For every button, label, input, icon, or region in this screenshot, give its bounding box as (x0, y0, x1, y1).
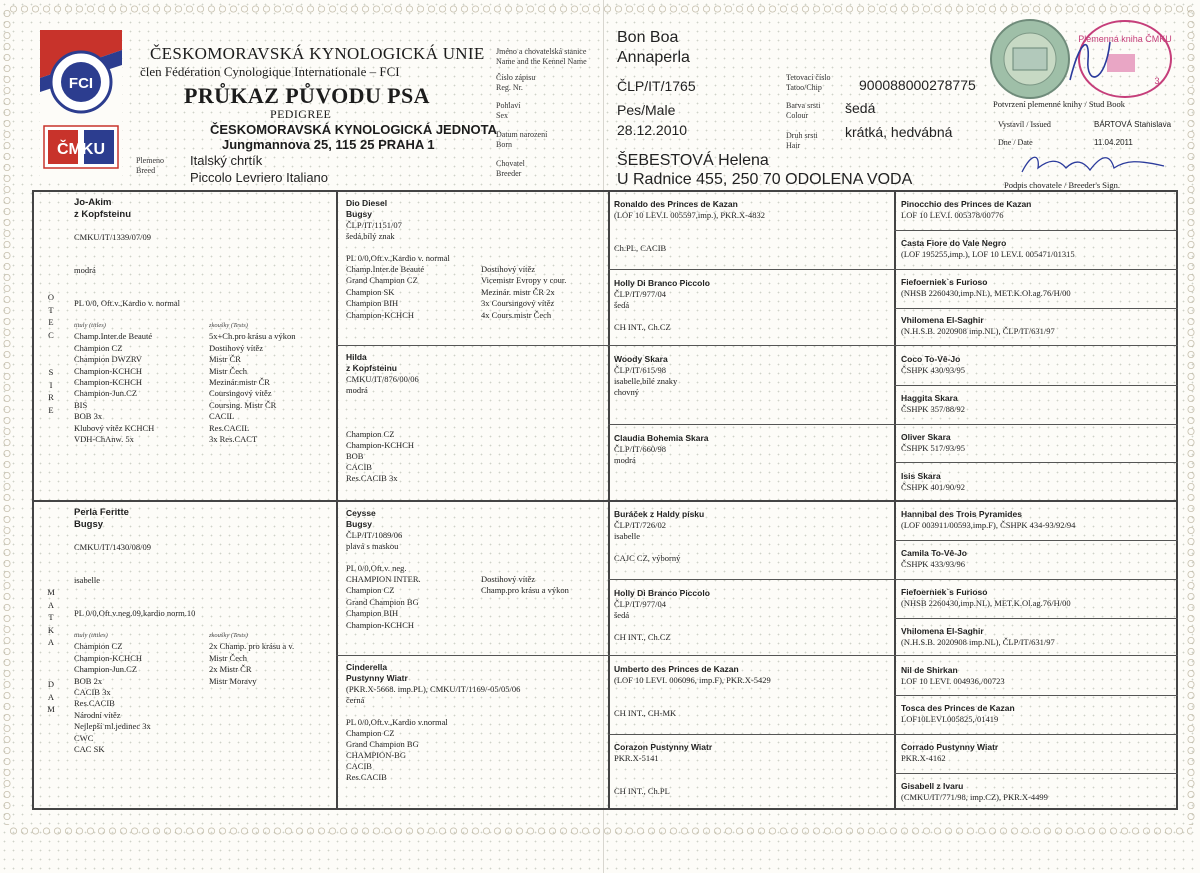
great-great-grandparent-cell (901, 277, 1186, 299)
stamp-text: Plemenná kniha ČMKU (1078, 34, 1172, 44)
ancestor-detail (614, 621, 884, 632)
ancestor-name: Pinocchio des Princes de Kazan (901, 199, 1032, 209)
great-grandparent-cell (614, 588, 884, 643)
title-entry: Champion DWZRV (74, 354, 143, 365)
ancestor-detail: isabelle (614, 531, 640, 541)
title-entry: Grand Champion BG (346, 739, 419, 749)
test-entry: Mezinár. mistr ČR 2x (481, 286, 555, 297)
ancestor-name: Tosca des Princes de Kazan (901, 703, 1015, 714)
title-entry: CACIB (346, 761, 372, 771)
ancestor-name: Ronaldo des Princes de Kazan (614, 199, 738, 209)
great-great-grandparent-cell (901, 587, 1186, 609)
title-entry: CHAMPION-BG (346, 750, 406, 760)
ancestor-reg: ČSHPK 430/93/95 (901, 365, 965, 376)
ancestor-reg: ČSHPK 433/93/96 (901, 559, 965, 570)
ancestor-detail (614, 311, 884, 322)
ancestor-detail: CH INT., CH-MK (614, 708, 677, 718)
title-entry: Res.CACIB (346, 772, 387, 782)
test-entry (481, 597, 591, 608)
dog-sex: Pes/Male (617, 102, 676, 118)
title-entry: Champion CZ (346, 728, 395, 738)
ancestor-detail: chovný (614, 387, 640, 397)
breeder-signature (1018, 150, 1168, 178)
title-entry: BOB 2x (74, 675, 103, 686)
title-entry: Champion-KCHCH (74, 365, 142, 376)
gp-sire-dam: Hilda z Kopfsteinu CMKU/IT/876/00/06 modrá Champion CZ Champion-KCHCH BOB CACIB Res.CACIB 3x (346, 352, 606, 484)
ancestor-reg: LOF10LEVI.005825,/01419 (901, 714, 999, 725)
title-entry: Res.CACIB (74, 698, 115, 709)
ancestor-detail: PKR.X-5141 (614, 753, 659, 763)
ancestor-name: Gisabell z Ivaru (901, 781, 964, 791)
test-entry: Champ.pro krásu a výkon (481, 585, 569, 596)
ancestor-name: Isis Skara (901, 470, 941, 481)
dog-reg: ČLP/IT/1765 (617, 78, 696, 94)
ancestor-detail: isabelle,bílé znaky (614, 376, 678, 386)
document-title: PRŮKAZ PŮVODU PSA (184, 83, 430, 108)
ancestor-detail: CH INT., Ch.PL (614, 786, 670, 796)
title-entry: Champion-KCHCH (74, 377, 142, 388)
ancestor-detail: CAJC CZ, výborný (614, 553, 681, 563)
great-grandparent-cell (614, 199, 884, 254)
sex-label: Pohlaví Sex (496, 101, 521, 120)
title-entry: Champion BIH (346, 298, 399, 309)
great-grandparent-cell (614, 509, 884, 564)
great-great-grandparent-cell (901, 432, 1186, 454)
ancestor-reg: LOF 10 LEV.I. 005378/00776 (901, 210, 1004, 220)
title-entry: Champion-Jun.CZ (74, 664, 138, 675)
test-entry: 4x Cours.mistr Čech (481, 309, 552, 320)
great-great-grandparent-cell (901, 238, 1186, 260)
name-label: Jméno a chovatelská stanice Name and the Kennel Name (496, 47, 587, 66)
ancestor-name: Woody Skara (614, 354, 668, 364)
ancestor-detail: Ch.PL, CACIB (614, 243, 667, 253)
dog-colour: šedá (845, 100, 876, 116)
ancestor-detail: šedá (614, 300, 630, 310)
side-label-otec: O T E C (47, 292, 55, 340)
test-entry: Dostihový vítěz (209, 342, 264, 353)
ancestor-detail (614, 542, 884, 553)
ancestor-name: Hannibal des Trois Pyramides (901, 509, 1022, 520)
title-entry: Klubový vítěz KCHCH (74, 422, 155, 433)
colour-label: Barva srsti Colour (786, 101, 821, 120)
title-entry: CHAMPION INTER. (346, 574, 421, 584)
test-entry (209, 687, 369, 698)
great-grandparent-cell (614, 354, 884, 398)
test-entry: Mistr Čech (209, 652, 248, 663)
ancestor-detail: ČLP/IT/977/04 (614, 599, 666, 609)
ancestor-reg: (LOF 003911/00593,imp.F), ČSHPK 434-93/92/94 (901, 520, 1076, 531)
ancestor-detail: ČLP/IT/726/02 (614, 520, 666, 530)
title-entry: Národní vítěz (74, 709, 121, 720)
ancestor-name: Holly Di Branco Piccolo (614, 278, 710, 288)
fci-cmku-logo (40, 30, 122, 180)
ancestor-detail (614, 764, 884, 775)
title-entry: Champion-KCHCH (346, 440, 414, 450)
breed-value: Italský chrtík Piccolo Levriero Italiano (190, 153, 329, 185)
test-entry: Coursingový vítěz (209, 388, 272, 399)
ancestor-reg: PKR.X-4162 (901, 753, 946, 764)
great-great-grandparent-cell (901, 703, 1186, 725)
test-entry: Mezinár.mistr ČR (209, 377, 270, 388)
title-entry: Res.CACIB 3x (346, 473, 398, 483)
ancestor-name: Corazon Pustynny Wiatr (614, 742, 713, 752)
title-entry: Champion CZ (346, 429, 395, 439)
ancestor-name: Vhilomena El-Saghir (901, 315, 984, 326)
document-subtitle: PEDIGREE (270, 107, 332, 121)
breeder-sign-label: Podpis chovatele / Breeder's Sign. (1004, 180, 1121, 190)
breed-label: Plemeno Breed (136, 156, 164, 175)
ancestor-name: Fiefoerniek`s Furioso (901, 276, 988, 287)
ornament-border-right (1186, 8, 1196, 825)
ancestor-name: Nil de Shirkan (901, 664, 958, 675)
ancestor-detail: (LOF 10 LEV.I. 005597,imp.), PKR.X-4832 (614, 210, 765, 220)
tattoo-label: Tetovací číslo Tatoo/Chip (786, 73, 831, 92)
great-great-grandparent-cell (901, 742, 1186, 764)
test-entry (209, 721, 369, 732)
title-entry: CACIB 3x (74, 687, 111, 698)
title-entry: BIS (74, 399, 88, 410)
ancestor-reg: (N.H.S.B. 2020908 imp.NL), ČLP/IT/631/97 (901, 636, 1055, 647)
test-entry: Vicemistr Evropy v cour. (481, 275, 567, 286)
ancestor-reg: (LOF 195255,imp.), LOF 10 LEV.I. 005471/01315 (901, 248, 1075, 259)
test-entry (209, 698, 369, 709)
title-entry: Champion CZ (74, 342, 123, 353)
sire-cell: Jo-Akim z Kopfsteinu CMKU/IT/1339/07/09 modrá PL 0/0, Oft.v.,Kardio v. normal tituly (titles) zkoušky (Tests) Champ.Inter.de Beauté 5x+Ch.pro krásu a výkon Champion CZ Dostihový vítěz Champion DWZRV Mistr ČR Champion-KCHCH Mistr Čech Champion-KCHCH Mezinár.mistr ČR Champion-Jun.CZ Coursingový vítěz BIS Coursing. Mistr ČR BOB 3x CACIL Klubový vítěz KCHCH Res.CACIL VDH-ChAnw. 5x 3x Res.CACT (74, 197, 324, 445)
title-entry: Champion BIH (346, 608, 399, 619)
test-entry: 3x Res.CACT (209, 434, 258, 445)
ancestor-reg: ČSHPK 357/88/92 (901, 404, 965, 414)
logo-fci-text: FCI (68, 75, 94, 92)
test-entry: 2x Champ. pro krásu a v. (209, 641, 295, 652)
title-entry: Champion-KCHCH (346, 309, 414, 320)
test-entry (481, 608, 591, 619)
test-entry (209, 733, 369, 744)
ancestor-reg: (CMKU/IT/771/98, imp.CZ), PKR.X-4499 (901, 792, 1048, 802)
title-entry: Nejlepší ml.jedinec 3x (74, 721, 151, 732)
side-label-sire: S I R E (48, 367, 54, 415)
gp-dam-sire: Ceysse Bugsy ČLP/IT/1089/06 plavá s maskou PL 0/0,Oft.v. neg. CHAMPION INTER. Dostihový vítěz Champion CZ Champ.pro krásu a výkon Grand Champion BG Champion BIH Champion-KCHCH (346, 508, 606, 631)
great-great-grandparent-cell (901, 781, 1186, 803)
great-grandparent-cell (614, 664, 884, 719)
test-entry: Dostihový vítěz (481, 264, 536, 274)
test-entry: 3x Coursingový vítěz (481, 298, 555, 309)
dog-born: 28.12.2010 (617, 122, 688, 138)
ancestor-name: Buráček z Haldy písku (614, 509, 705, 519)
logo-cmku-text: ČMKU (57, 141, 105, 158)
org-name: ČESKOMORAVSKÁ KYNOLOGICKÁ UNIE (150, 44, 485, 63)
title-entry: BOB (346, 451, 364, 461)
great-great-grandparent-cell (901, 354, 1186, 376)
title-entry: Champion CZ (74, 641, 123, 652)
ancestor-detail: modrá (614, 455, 636, 465)
title-entry: Champ.Inter.de Beauté (346, 264, 425, 274)
title-entry: CACIB (346, 462, 372, 472)
issue-date: 11.04.2011 (1094, 138, 1133, 147)
ancestor-name: Vhilomena El-Saghir (901, 625, 984, 636)
title-entry: CWC (74, 732, 94, 743)
dog-tattoo: 900088000278775 (859, 77, 976, 93)
ancestor-name: Casta Fiore do Vale Negro (901, 237, 1007, 248)
studbook-confirmation: Potvrzení plemenné knihy / Stud Book (993, 99, 1125, 109)
ancestor-reg: (N.H.S.B. 2020908 imp.NL), ČLP/IT/631/97 (901, 326, 1055, 337)
dam-cell: Perla Feritte Bugsy CMKU/IT/1430/08/09 isabelle PL 0/0,Oft.v.neg.09,kardio norm.10 tituly (tittles) zkoušky (Tests) Champion CZ 2x Champ. pro krásu a v. Champion-KCHCH Mistr Čech Champion-Jun.CZ 2x Mistr ČR BOB 2x Mistr Moravy CACIB 3x Res.CACIB Národní vítěz Nejlepší ml.jedinec 3x CWC CAC SK (74, 507, 324, 755)
great-grandparent-cell (614, 433, 884, 466)
test-entry: Dostihový vítěz (481, 574, 536, 584)
ancestor-name: Coco To-Vê-Jo (901, 354, 961, 365)
issued-label: Vystavil / Issued (998, 120, 1051, 129)
title-entry: Champion CZ (346, 585, 395, 596)
gp-sire-sire: Dio Diesel Bugsy ČLP/IT/1151/07 šedá,bílý znak PL 0/0,Oft.v.,Kardio v. normal Champ.Inter.de Beauté Dostihový vítěz Grand Champion CZ Vicemistr Evropy v cour. Champion SK Mezinár. mistr ČR 2x Champion BIH 3x Coursingový vítěz Champion-KCHCH 4x Cours.mistr Čech (346, 198, 606, 321)
dog-breeder: ŠEBESTOVÁ Helena U Radnice 455, 250 70 ODOLENA VODA (617, 152, 913, 188)
ancestor-name: Holly Di Branco Piccolo (614, 588, 710, 598)
ancestor-detail: CH INT., Ch.CZ (614, 632, 671, 642)
great-great-grandparent-cell (901, 665, 1186, 687)
ancestor-detail: CH INT., Ch.CZ (614, 322, 671, 332)
ancestor-name: Claudia Bohemia Skara (614, 433, 709, 443)
date-label: Dne / Date (998, 138, 1033, 147)
ancestor-detail (614, 697, 884, 708)
gp-dam-dam: Cinderella Pustynny Wiatr (PKR.X-5668. imp.PL), CMKU/IT/1169/-05/05/06 černá PL 0/0,Oft.v.,Kardio v.normal Champion CZ Grand Champion BG CHAMPION-BG CACIB Res.CACIB (346, 662, 606, 783)
ancestor-name: Umberto des Princes de Kazan (614, 664, 739, 674)
stamp-number: 3 (1154, 76, 1160, 86)
great-great-grandparent-cell (901, 315, 1186, 337)
title-entry: BOB 3x (74, 411, 103, 422)
dog-hair: krátká, hedvábná (845, 124, 953, 140)
ancestor-reg: LOF 10 LEVI. 004936,/00723 (901, 675, 1005, 686)
ancestor-detail: ČLP/IT/660/98 (614, 444, 666, 454)
ancestor-reg: (NHSB 2260430,imp.NL), MET.K.Ol.ag.76/H/00 (901, 598, 1071, 608)
issuer-signature (1060, 30, 1120, 90)
great-great-grandparent-cell (901, 199, 1186, 221)
ancestor-detail (614, 221, 884, 232)
great-great-grandparent-cell (901, 548, 1186, 570)
ancestor-detail (614, 232, 884, 243)
title-entry: Champion SK (346, 286, 395, 297)
side-label-matka: M A T K A (47, 587, 55, 647)
ornament-border-left (2, 8, 12, 825)
great-great-grandparent-cell (901, 471, 1186, 493)
test-entry: Mistr Moravy (209, 675, 257, 686)
great-great-grandparent-cell (901, 509, 1186, 531)
title-entry: Champion-KCHCH (346, 619, 414, 630)
great-grandparent-cell (614, 742, 884, 797)
title-entry: Grand Champion BG (346, 596, 419, 607)
title-entry: Champion-KCHCH (74, 652, 142, 663)
test-entry: CACIL (209, 411, 235, 422)
club-name: ČESKOMORAVSKÁ KYNOLOGICKÁ JEDNOTA (210, 122, 497, 137)
ancestor-name: Camila To-Vê-Jo (901, 548, 967, 559)
reg-label: Číslo zápisu Reg. Nr. (496, 73, 536, 92)
hair-label: Druh srsti Hair (786, 131, 818, 150)
test-entry: 2x Mistr ČR (209, 664, 252, 675)
test-entry: Coursing. Mistr ČR (209, 399, 277, 410)
ancestor-detail (614, 775, 884, 786)
ancestor-name: Fiefoerniek`s Furioso (901, 587, 988, 597)
title-entry: Champion-Jun.CZ (74, 388, 138, 399)
ornament-border-top (8, 4, 1192, 14)
issued-by: BÁRTOVÁ Stanislava (1094, 120, 1172, 129)
ancestor-detail: šedá (614, 610, 630, 620)
ancestor-reg: ČSHPK 401/90/92 (901, 481, 965, 492)
ancestor-reg: (NHSB 2260430,imp.NL), MET.K.Ol.ag.76/H/00 (901, 287, 1071, 298)
ancestor-name: Haggita Skara (901, 393, 958, 403)
test-entry: Mistr ČR (209, 354, 241, 365)
test-entry: Res.CACIL (209, 422, 250, 433)
test-entry (209, 744, 369, 755)
side-label-dam: D A M (47, 679, 55, 714)
title-entry: VDH-ChAnw. 5x (74, 434, 134, 445)
title-entry: CAC SK (74, 744, 105, 755)
club-address: Jungmannova 25, 115 25 PRAHA 1 (222, 137, 435, 152)
ancestor-name: Corrado Pustynny Wiatr (901, 742, 999, 753)
breeder-label: Chovatel Breeder (496, 159, 525, 178)
born-label: Datum narození Born (496, 130, 548, 149)
test-entry: 5x+Ch.pro krásu a výkon (209, 331, 296, 342)
dog-name: Bon Boa Annaperla (617, 29, 690, 66)
fci-member: člen Fédération Cynologique Internationale – FCI (140, 64, 400, 79)
great-great-grandparent-cell (901, 626, 1186, 648)
ancestor-detail: ČLP/IT/977/04 (614, 289, 666, 299)
test-entry (481, 620, 591, 631)
ornament-border-bottom (8, 826, 1192, 836)
ancestor-name: Oliver Skara (901, 431, 951, 442)
test-entry: Mistr Čech (209, 365, 248, 376)
great-great-grandparent-cell (901, 393, 1186, 415)
test-entry (209, 710, 369, 721)
great-grandparent-cell (614, 278, 884, 333)
ancestor-reg: ČSHPK 517/93/95 (901, 442, 965, 453)
title-entry: Champ.Inter.de Beauté (74, 331, 153, 342)
title-entry: Grand Champion CZ (346, 275, 418, 286)
ancestor-detail: ČLP/IT/615/98 (614, 365, 666, 375)
ancestor-detail: (LOF 10 LEVI. 006096, imp.F), PKR.X-5429 (614, 675, 771, 685)
ancestor-detail (614, 686, 884, 697)
